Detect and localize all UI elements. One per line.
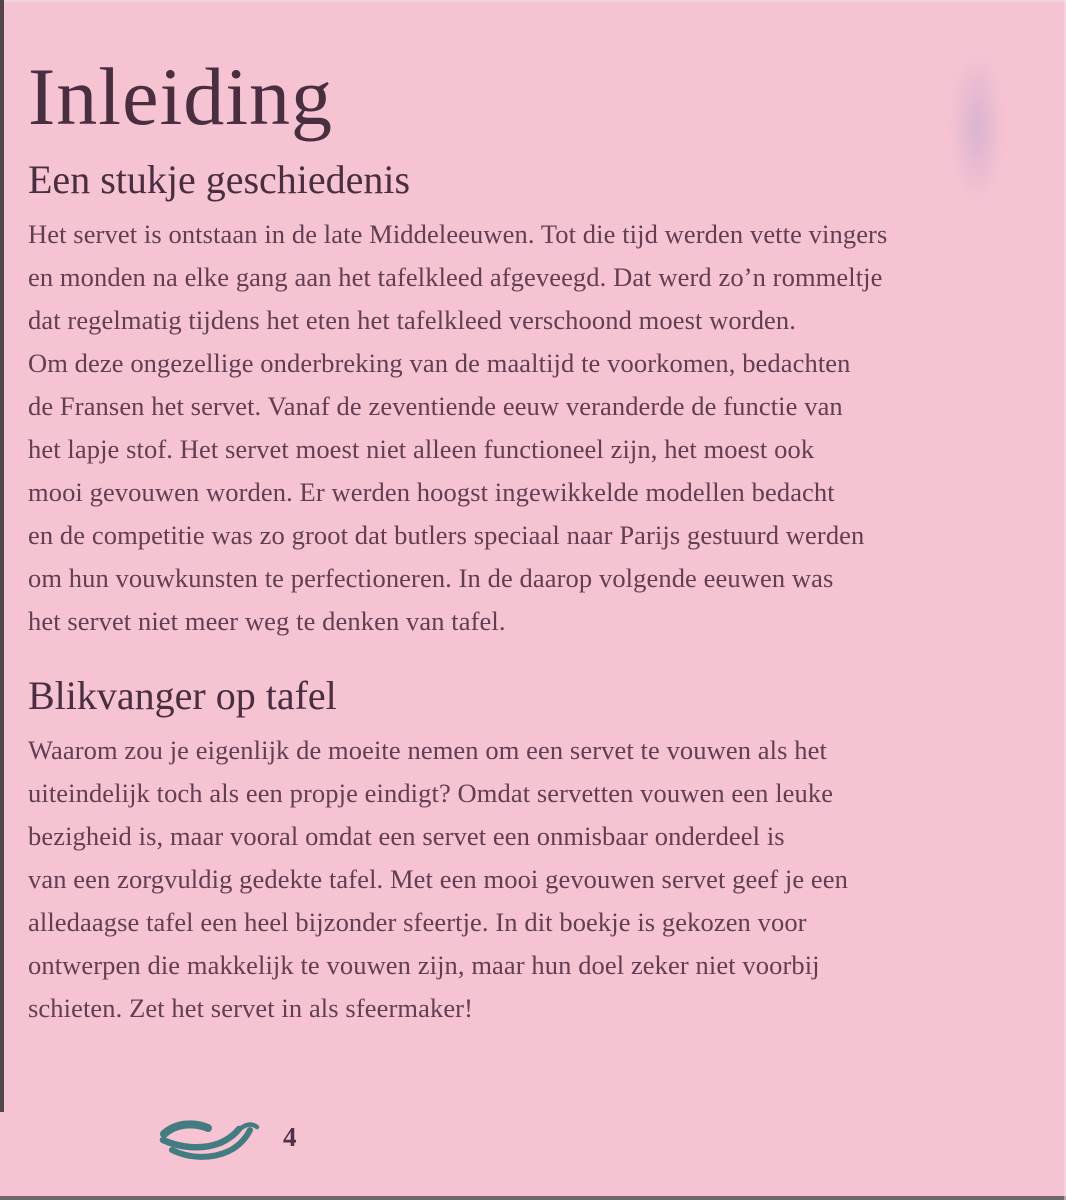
text-line: om hun vouwkunsten te perfectioneren. In de daarop volgende eeuwen was [28,563,834,594]
text-line: het lapje stof. Het servet moest niet alleen functioneel zijn, het moest ook [28,434,815,465]
page-title: Inleiding [28,51,334,142]
text-line: ontwerpen die makkelijk te vouwen zijn, maar hun doel zeker niet voorbij [28,950,820,981]
page-content [28,52,1040,1030]
text-line: dat regelmatig tijdens het eten het tafelkleed verschoond moest worden. [28,305,796,336]
text-line: de Fransen het servet. Vanaf de zeventiende eeuw veranderde de functie van [28,391,843,422]
scan-edge-left [0,0,4,1112]
paragraph-geschiedenis [28,213,1040,643]
text-line: bezigheid is, maar vooral omdat een servet een onmisbaar onderdeel is [28,821,785,852]
scan-edge-bottom [0,1196,1066,1200]
text-line: en de competitie was zo groot dat butlers speciaal naar Parijs gestuurd werden [28,520,865,551]
section-heading-geschiedenis: Een stukje geschiedenis [28,157,411,203]
text-line: schieten. Zet het servet in als sfeermaker! [28,993,474,1024]
text-line: en monden na elke gang aan het tafelkleed afgeveegd. Dat werd zo’n rommeltje [28,262,883,293]
page-number: 4 [283,1122,297,1152]
text-line: het servet niet meer weg te denken van tafel. [28,606,506,637]
text-line: uiteindelijk toch als een propje eindigt? Omdat servetten vouwen een leuke [28,778,834,809]
section-heading-blikvanger: Blikvanger op tafel [28,673,337,719]
text-line: Waarom zou je eigenlijk de moeite nemen om een servet te vouwen als het [28,735,827,766]
paragraph-blikvanger [28,729,1040,1030]
text-line: Het servet is ontstaan in de late Middeleeuwen. Tot die tijd werden vette vingers [28,219,888,250]
text-line: Om deze ongezellige onderbreking van de maaltijd te voorkomen, bedachten [28,348,851,379]
text-line: mooi gevouwen worden. Er werden hoogst ingewikkelde modellen bedacht [28,477,835,508]
wave-swoosh-logo-icon [150,1114,266,1170]
text-line: van een zorgvuldig gedekte tafel. Met een mooi gevouwen servet geef je een [28,864,848,895]
text-line: alledaagse tafel een heel bijzonder sfeertje. In dit boekje is gekozen voor [28,907,807,938]
scan-edge-top [0,0,1066,2]
